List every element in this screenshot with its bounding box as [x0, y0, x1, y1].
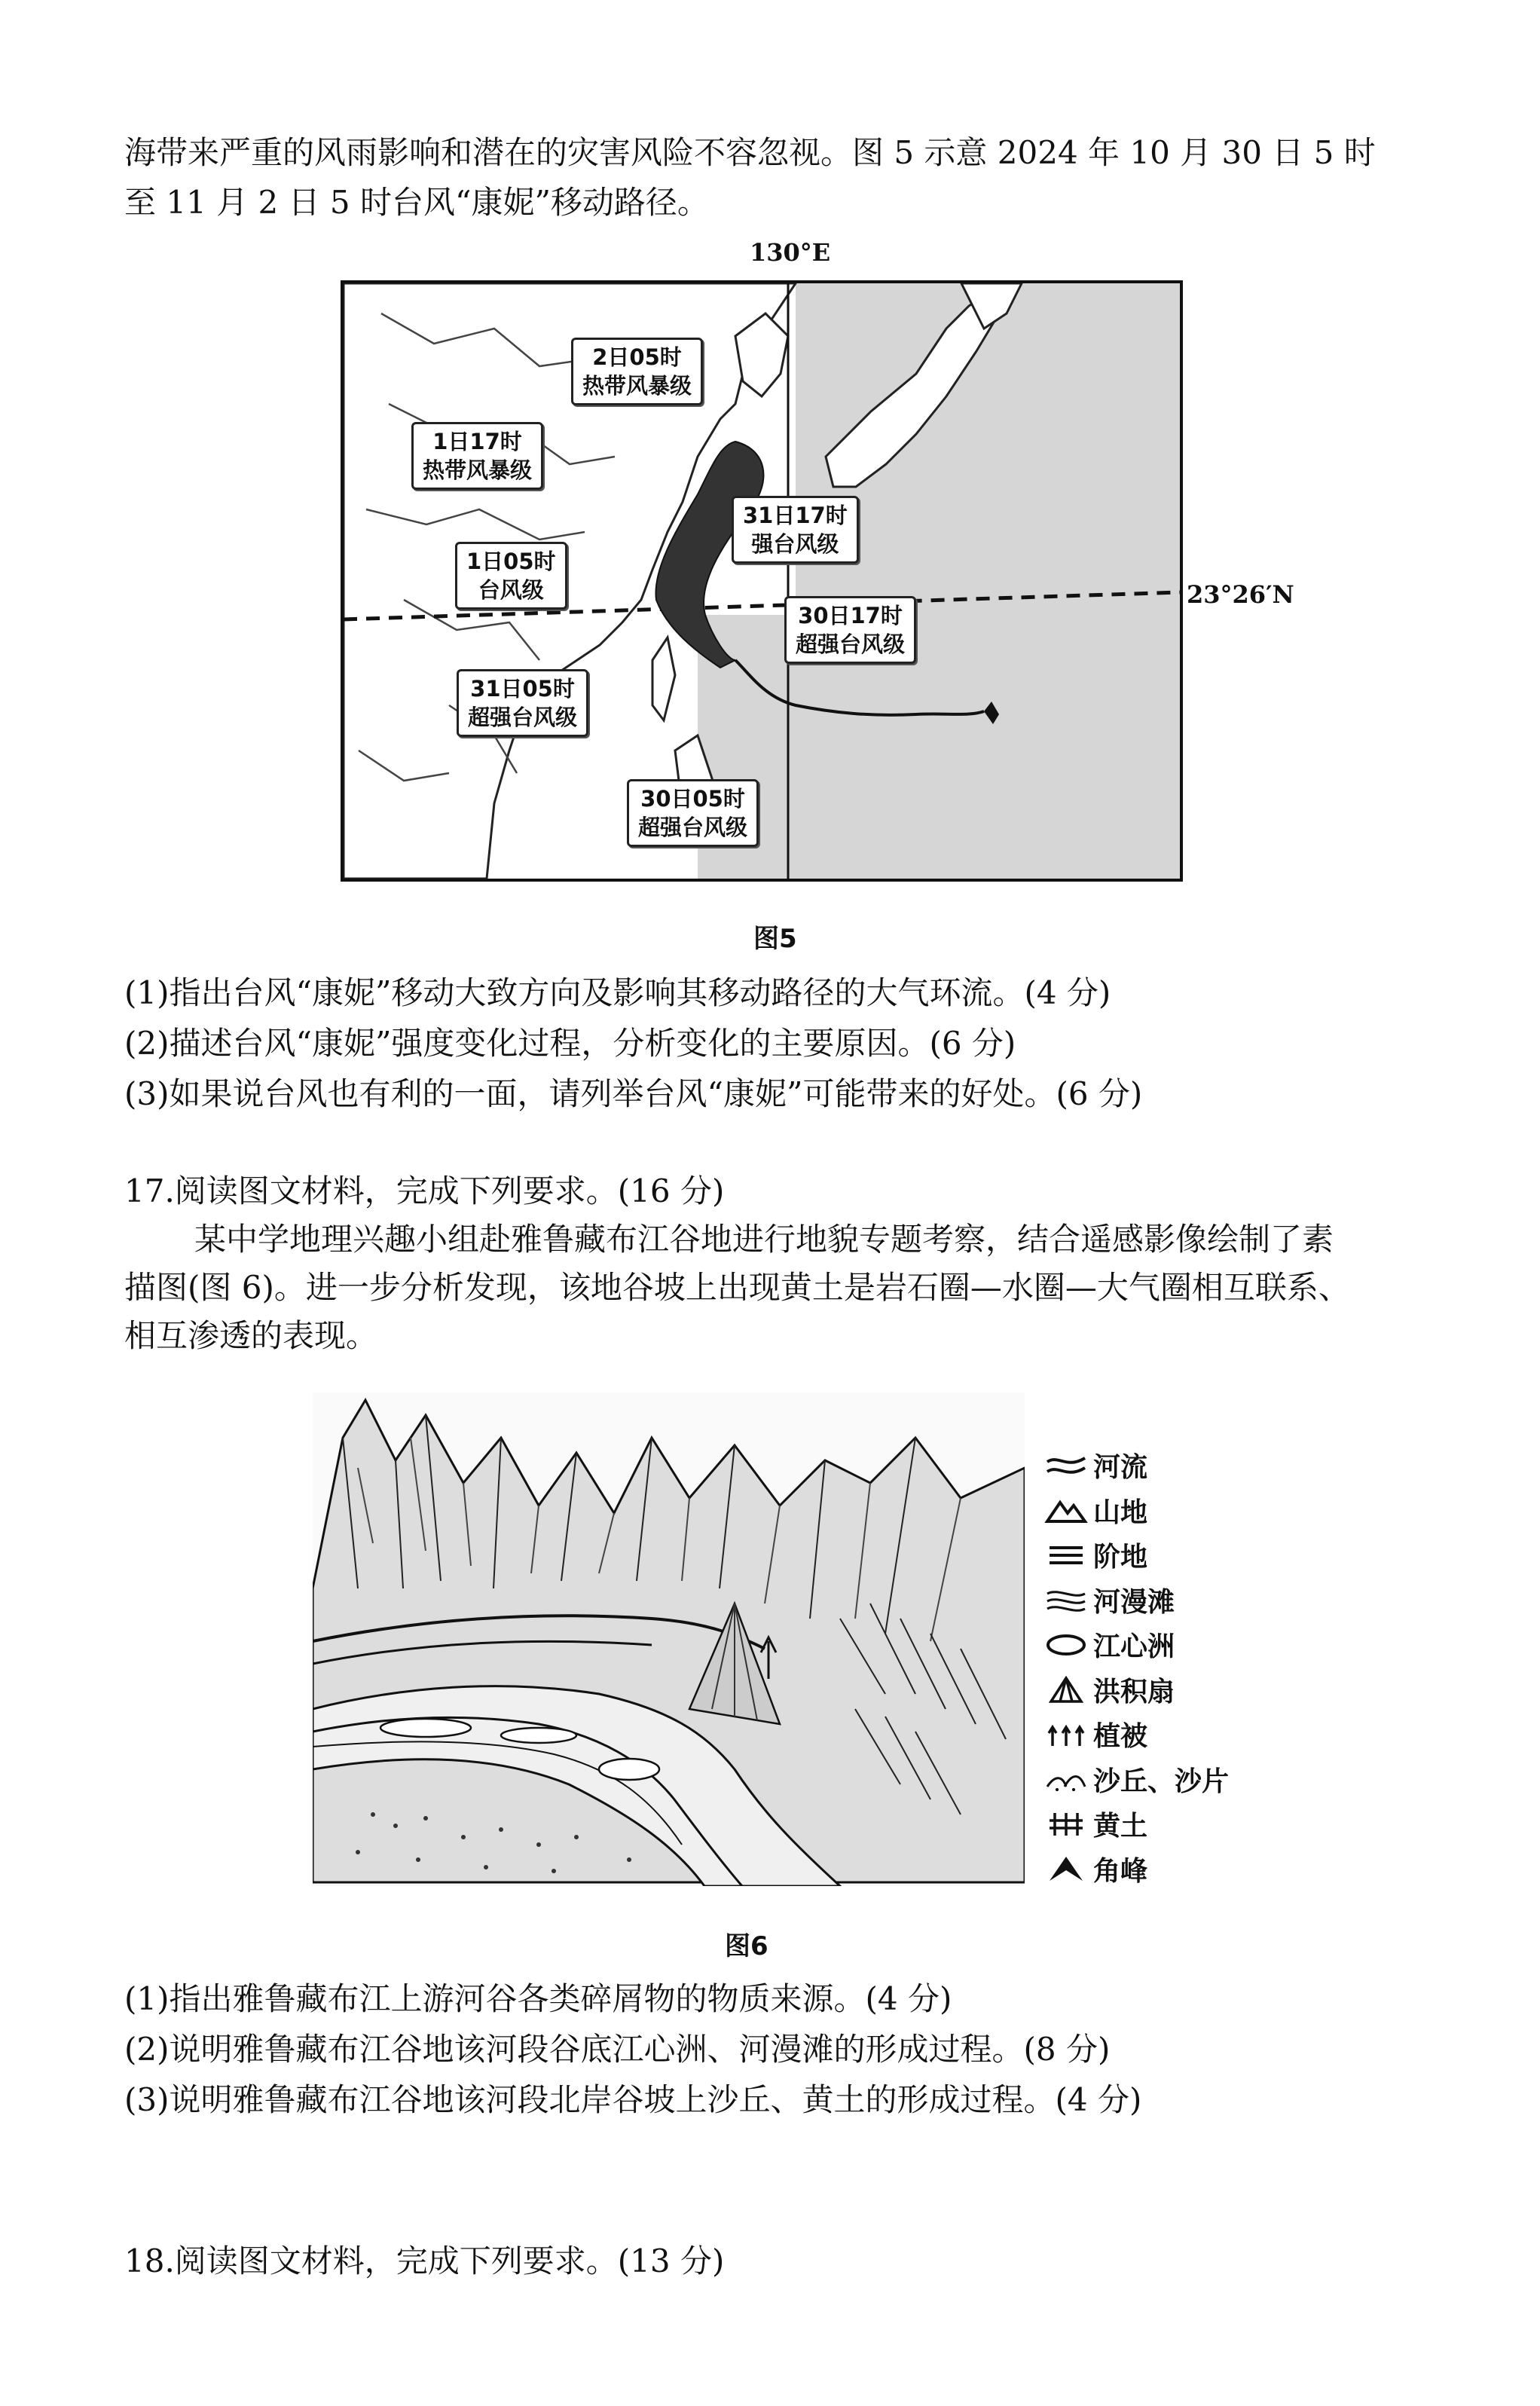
- q17-para-2: 描图(图 6)。进一步分析发现，该地谷坡上出现黄土是岩石圈—水圈—大气圈相互联系、: [124, 1269, 1350, 1306]
- longitude-label: 130°E: [750, 238, 831, 267]
- q17-para-3: 相互渗透的表现。: [124, 1317, 378, 1354]
- legend-floodplain: 河漫滩: [1043, 1578, 1229, 1623]
- q18-heading: 18.阅读图文材料，完成下列要求。(13 分): [124, 2242, 725, 2279]
- vegetation-icon: [1043, 1720, 1089, 1750]
- latitude-label: 23°26′N: [1187, 580, 1294, 609]
- q16-1: (1)指出台风“康妮”移动大致方向及影响其移动路径的大气环流。(4 分): [124, 974, 1111, 1011]
- legend-alluvial-fan: 洪积扇: [1043, 1668, 1229, 1713]
- loess-icon: [1043, 1809, 1089, 1839]
- terrace-icon: [1043, 1540, 1089, 1570]
- floodplain-icon: [1043, 1585, 1089, 1615]
- figure6-caption: 图6: [725, 1931, 768, 1961]
- label-1d17: 1日17时 热带风暴级: [411, 422, 543, 490]
- mountain-icon: [1043, 1495, 1089, 1525]
- q17-2: (2)说明雅鲁藏布江谷地该河段谷底江心洲、河漫滩的形成过程。(8 分): [124, 2031, 1111, 2068]
- legend-terrace: 阶地: [1043, 1533, 1229, 1578]
- label-30d17: 30日17时 超强台风级: [784, 596, 916, 664]
- sketch-drawing: [313, 1393, 1025, 1886]
- valley-sketch: [313, 1393, 1025, 1886]
- q17-para-1: 某中学地理兴趣小组赴雅鲁藏布江谷地进行地貌专题考察，结合遥感影像绘制了素: [194, 1221, 1334, 1258]
- figure5-caption: 图5: [753, 924, 797, 954]
- legend-dunes: 沙丘、沙片: [1043, 1757, 1229, 1802]
- legend-horn-peak: 角峰: [1043, 1847, 1229, 1892]
- q17-3: (3)说明雅鲁藏布江谷地该河段北岸谷坡上沙丘、黄土的形成过程。(4 分): [124, 2081, 1142, 2118]
- q17-1: (1)指出雅鲁藏布江上游河谷各类碎屑物的物质来源。(4 分): [124, 1980, 952, 2017]
- dune-icon: [1043, 1764, 1089, 1794]
- label-30d05: 30日05时 超强台风级: [627, 779, 759, 847]
- q16-3: (3)如果说台风也有利的一面，请列举台风“康妮”可能带来的好处。(6 分): [124, 1075, 1143, 1112]
- legend-mountain: 山地: [1043, 1488, 1229, 1533]
- legend-river-island: 江心洲: [1043, 1622, 1229, 1668]
- legend-vegetation: 植被: [1043, 1712, 1229, 1757]
- label-1d05: 1日05时 台风级: [455, 542, 567, 610]
- typhoon-track-map: [341, 280, 1183, 882]
- label-31d05: 31日05时 超强台风级: [457, 669, 588, 737]
- legend-river: 河流: [1043, 1443, 1229, 1488]
- legend-loess: 黄土: [1043, 1802, 1229, 1847]
- horn-peak-icon: [1043, 1854, 1089, 1884]
- intro-line-2: 至 11 月 2 日 5 时台风“康妮”移动路径。: [124, 184, 709, 221]
- label-31d17: 31日17时 强台风级: [732, 496, 859, 564]
- river-island-icon: [1043, 1630, 1089, 1660]
- intro-line-1: 海带来严重的风雨影响和潜在的灾害风险不容忽视。图 5 示意 2024 年 10 月 30 日 5 时: [124, 134, 1376, 171]
- alluvial-fan-icon: [1043, 1674, 1089, 1704]
- q16-2: (2)描述台风“康妮”强度变化过程，分析变化的主要原因。(6 分): [124, 1025, 1016, 1062]
- river-icon: [1043, 1451, 1089, 1481]
- sketch-legend: [1043, 1443, 1229, 1891]
- q17-heading: 17.阅读图文材料，完成下列要求。(16 分): [124, 1172, 725, 1209]
- label-2d05: 2日05时 热带风暴级: [571, 338, 703, 405]
